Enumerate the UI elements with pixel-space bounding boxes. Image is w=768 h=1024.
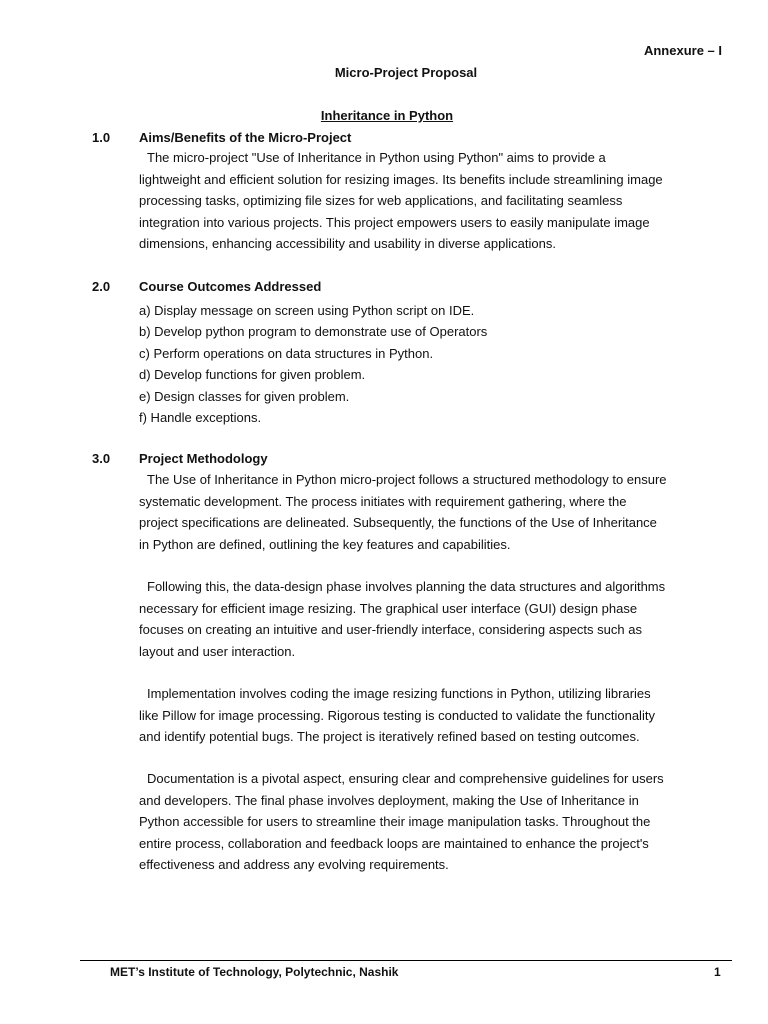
- paragraph-line: necessary for efficient image resizing. The graphical user interface (GUI) design phase: [139, 600, 638, 616]
- paragraph-line: and developers. The final phase involves deployment, making the Use of Inheritance in: [139, 792, 639, 808]
- paragraph-line: focuses on creating an intuitive and user-friendly interface, considering aspects such as: [139, 622, 642, 637]
- annexure-label: Annexure – I: [643, 43, 722, 58]
- paragraph-line: dimensions, enhancing accessibility and usability in diverse applications.: [139, 236, 556, 251]
- paragraph-line: Following this, the data-design phase involves planning the data structures and algorithms: [147, 579, 666, 594]
- paragraph-line: The micro-project "Use of Inheritance in Python using Python" aims to provide a: [147, 150, 606, 165]
- paragraph-line: entire process, collaboration and feedback loops are maintained to enhance the project's: [139, 835, 649, 851]
- paragraph-line: in Python are defined, outlining the key features and capabilities.: [139, 536, 511, 552]
- paragraph-line: effectiveness and address any evolving requirements.: [139, 857, 449, 872]
- course-outcomes-list: [139, 300, 487, 428]
- methodology-paragraph-2: [139, 576, 729, 662]
- paragraph-line: Documentation is a pivotal aspect, ensuring clear and comprehensive guidelines for users: [147, 771, 664, 786]
- paragraph-line: processing tasks, optimizing file sizes for web applications, and facilitating seamless: [139, 193, 623, 208]
- list-item: e) Design classes for given problem.: [139, 388, 350, 404]
- methodology-paragraph-4: [139, 768, 729, 876]
- list-item: a) Display message on screen using Python script on IDE.: [139, 303, 475, 318]
- list-item: b) Develop python program to demonstrate use of Operators: [139, 324, 488, 340]
- paragraph-line: project specifications are delineated. Subsequently, the functions of the Use of Inheritance: [139, 515, 657, 530]
- section-3-heading: Project Methodology: [139, 451, 268, 466]
- footer-institute: MET’s Institute of Technology, Polytechnic, Nashik: [110, 965, 399, 979]
- section-1-number: 1.0: [92, 130, 111, 145]
- section-3-number: 3.0: [92, 451, 111, 466]
- paragraph-line: lightweight and efficient solution for resizing images. Its benefits include streamlining image: [139, 171, 663, 187]
- list-item: c) Perform operations on data structures in Python.: [139, 345, 434, 361]
- page-number: 1: [714, 965, 721, 979]
- footer-divider: [80, 960, 732, 961]
- paragraph-line: like Pillow for image processing. Rigorous testing is conducted to validate the functionality: [139, 707, 655, 723]
- section-1-heading: Aims/Benefits of the Micro-Project: [139, 130, 352, 145]
- proposal-heading: Micro-Project Proposal: [334, 65, 478, 80]
- list-item: d) Develop functions for given problem.: [139, 367, 366, 383]
- methodology-paragraph-1: [139, 469, 729, 555]
- section-1-paragraph: [139, 147, 729, 255]
- section-2-number: 2.0: [92, 279, 111, 294]
- paragraph-line: integration into various projects. This project empowers users to easily manipulate image: [139, 214, 650, 230]
- paragraph-line: systematic development. The process initiates with requirement gathering, where the: [139, 493, 627, 509]
- list-item: f) Handle exceptions.: [139, 410, 262, 426]
- methodology-paragraph-3: [139, 683, 729, 748]
- document-title: Inheritance in Python: [320, 108, 454, 123]
- paragraph-line: Implementation involves coding the image resizing functions in Python, utilizing libraries: [147, 686, 651, 701]
- paragraph-line: and identify potential bugs. The project is iteratively refined based on testing outcomes.: [139, 729, 640, 744]
- paragraph-line: layout and user interaction.: [139, 643, 296, 659]
- paragraph-line: Python accessible for users to streamline their image manipulation tasks. Throughout the: [139, 814, 651, 829]
- section-2-heading: Course Outcomes Addressed: [139, 279, 322, 294]
- paragraph-line: The Use of Inheritance in Python micro-project follows a structured methodology to ensure: [147, 472, 667, 487]
